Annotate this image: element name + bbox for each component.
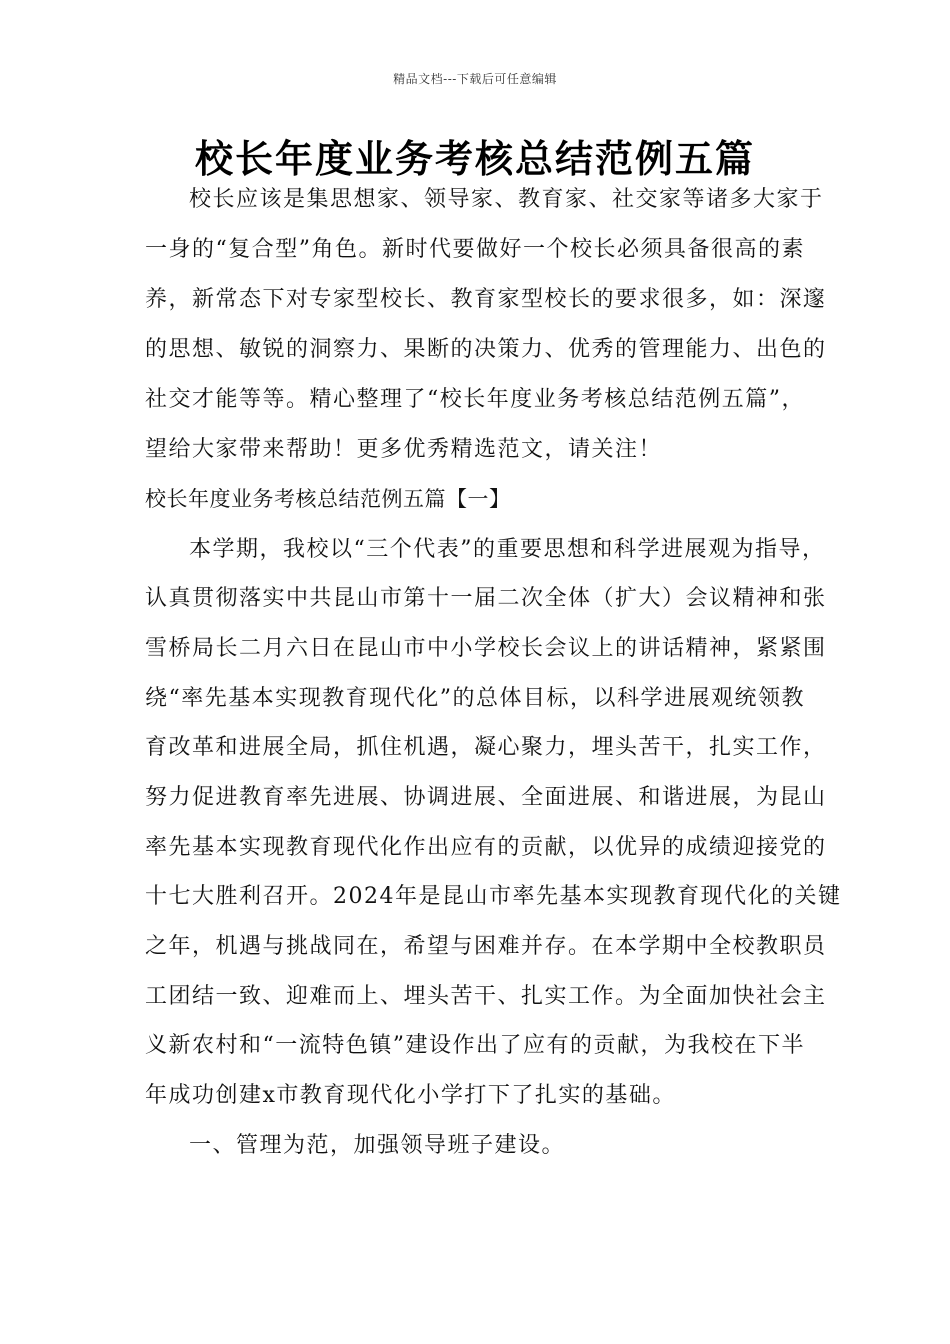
section-line: 年成功创建x市教育现代化小学打下了扎实的基础。: [145, 1083, 676, 1108]
section-line: 十七大胜利召开。2024年是昆山市率先基本实现教育现代化的关键: [145, 884, 842, 909]
section-line: 本学期，我校以“三个代表”的重要思想和科学进展观为指导，: [189, 537, 826, 562]
section-line: 义新农村和“一流特色镇”建设作出了应有的贡献，为我校在下半: [145, 1033, 805, 1058]
intro-line: 一身的“复合型”角色。新时代要做好一个校长必须具备很高的素: [145, 237, 805, 262]
intro-line: 校长应该是集思想家、领导家、教育家、社交家等诸多大家于: [189, 187, 824, 212]
document-title: 校长年度业务考核总结范例五篇: [194, 136, 755, 181]
intro-line: 望给大家带来帮助！更多优秀精选范文，请关注！: [145, 437, 663, 462]
section-heading: 校长年度业务考核总结范例五篇【一】: [145, 487, 511, 511]
section-line: 雪桥局长二月六日在昆山市中小学校长会议上的讲话精神，紧紧围: [145, 636, 827, 661]
section-line: 育改革和进展全局，抓住机遇，凝心聚力，埋头苦干，扎实工作，: [145, 735, 827, 760]
section-line: 认真贯彻落实中共昆山市第十一届二次全体（扩大）会议精神和张: [145, 586, 827, 611]
intro-line: 社交才能等等。精心整理了“校长年度业务考核总结范例五篇”，: [145, 387, 805, 412]
intro-line: 养，新常态下对专家型校长、教育家型校长的要求很多，如：深邃: [145, 287, 827, 312]
section-line: 绕“率先基本实现教育现代化”的总体目标，以科学进展观统领教: [145, 686, 805, 711]
section-line: 工团结一致、迎难而上、埋头苦干、扎实工作。为全面加快社会主: [145, 984, 827, 1009]
section-line: 率先基本实现教育现代化作出应有的贡献，以优异的成绩迎接党的: [145, 835, 827, 860]
section-line: 之年，机遇与挑战同在，希望与困难并存。在本学期中全校教职员: [145, 934, 827, 959]
section-line: 努力促进教育率先进展、协调进展、全面进展、和谐进展，为昆山: [145, 785, 827, 810]
subsection-heading: 一、管理为范，加强领导班子建设。: [189, 1133, 566, 1158]
intro-line: 的思想、敏锐的洞察力、果断的决策力、优秀的管理能力、出色的: [145, 337, 827, 362]
header-note: 精品文档---下载后可任意编辑: [393, 72, 557, 86]
